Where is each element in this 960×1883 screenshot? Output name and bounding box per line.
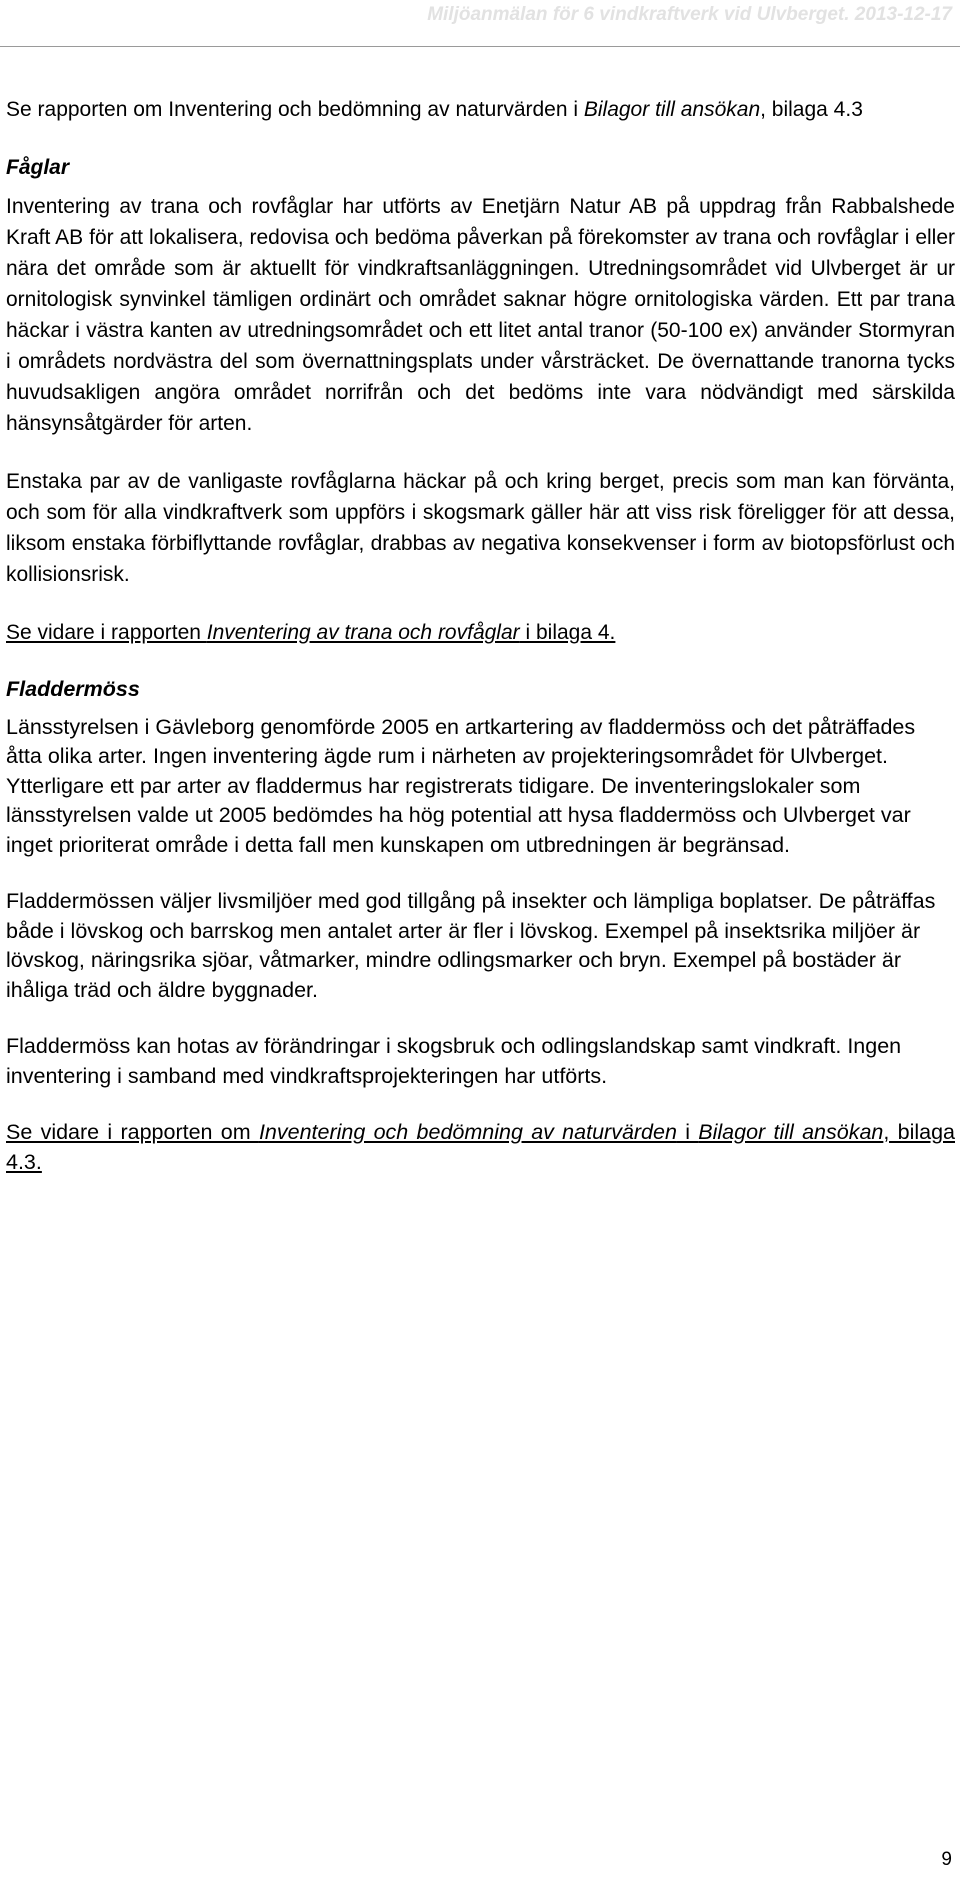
intro-reference xyxy=(6,94,955,125)
fladdermoss-paragraph-1: Länsstyrelsen i Gävleborg genomförde 2005 en artkartering av fladdermöss och det påträffades åtta olika arter. Ingen inventering ägde rum i närheten av projekteringsområdet för Ulvberget. Ytterligare ett par arter av fladdermus har registrerats tidigare. De inventeringslokaler som länsstyrelsen valde ut 2005 bedömdes ha hög potential att hysa fladdermöss och Ulvberget var inget prioriterat område i detta fall men kunskapen om utbredningen är begränsad. xyxy=(6,714,916,857)
faglar-ref-italic: Inventering av trana och rovfåglar xyxy=(206,621,520,644)
header-rule xyxy=(0,46,960,47)
faglar-paragraph-1: Inventering av trana och rovfåglar har utförts av Enetjärn Natur AB på uppdrag från Rabbalshede Kraft AB för att lokalisera, redovisa och bedöma påverkan på förekomster av trana och rovfåglar i eller nära det område som är aktuellt för vindkraftsanläggningen. Utredningsområdet vid Ulvberget är ur ornitologisk synvinkel tämligen ordinärt och området saknar högre ornitologiska värden. Ett par trana häckar i västra kanten av utredningsområdet och ett litet antal tranor (50-100 ex) använder Stormyran i områdets nordvästra del som övernattningsplats under vårsträcket. De övernattande tranorna tycks huvudsakligen angöra området norrifrån och det bedöms inte vara nödvändigt med särskilda hänsynsåtgärder för arten. xyxy=(6,195,955,435)
faglar-heading: Fåglar xyxy=(6,156,70,179)
fladdermoss-paragraph-3: Fladdermöss kan hotas av förändringar i skogsbruk och odlingslandskap samt vindkraft. Ingen inventering i samband med vindkraftsprojekteringen har utförts. xyxy=(6,1034,902,1088)
page-number: 9 xyxy=(941,1849,952,1870)
fladdermoss-heading: Fladdermöss xyxy=(6,677,140,701)
fladdermoss-paragraph-2: Fladdermössen väljer livsmiljöer med god tillgång på insekter och lämpliga boplatser. De påträffas både i lövskog och barrskog men antalet arter är fler i lövskog. Exempel på insektsrika miljöer är lövskog, näringsrika sjöar, våtmarker, mindre odlingsmarker och bryn. Exempel på bostäder är ihåliga träd och äldre byggnader. xyxy=(6,889,936,1002)
faglar-paragraph-2: Enstaka par av de vanligaste rovfåglarna häckar på och kring berget, precis som man kan förvänta, och som för alla vindkraftverk som uppförs i skogsmark gäller här att viss risk föreligger för att dessa, liksom enstaka förbiflyttande rovfåglar, drabbas av negativa konsekvenser i form av biotopsförlust och kollisionsrisk. xyxy=(6,470,955,586)
intro-ref-suffix: , bilaga 4.3 xyxy=(760,98,863,121)
fladdermoss-ref-mid: i xyxy=(676,1120,699,1144)
intro-ref-italic: Bilagor till ansökan xyxy=(583,98,761,121)
faglar-ref-suffix: i bilaga 4. xyxy=(519,621,616,644)
faglar-ref-prefix: Se vidare i rapporten xyxy=(6,621,207,644)
fladdermoss-ref-suffix: , bilaga 4.3. xyxy=(6,1120,955,1174)
faglar-reference[interactable] xyxy=(6,617,955,648)
page-content xyxy=(6,94,955,1177)
fladdermoss-ref-italic-1: Inventering och bedömning av naturvärden xyxy=(258,1120,677,1144)
fladdermoss-ref-italic-2: Bilagor till ansökan xyxy=(698,1120,884,1144)
intro-ref-prefix: Se rapporten om Inventering och bedömning av naturvärden i xyxy=(6,98,584,121)
fladdermoss-reference[interactable] xyxy=(6,1118,955,1177)
document-header: Miljöanmälan för 6 vindkraftverk vid Ulvberget. 2013-12-17 xyxy=(427,4,952,25)
fladdermoss-ref-prefix: Se vidare i rapporten om xyxy=(6,1120,259,1144)
fladdermoss-section xyxy=(6,648,955,1177)
